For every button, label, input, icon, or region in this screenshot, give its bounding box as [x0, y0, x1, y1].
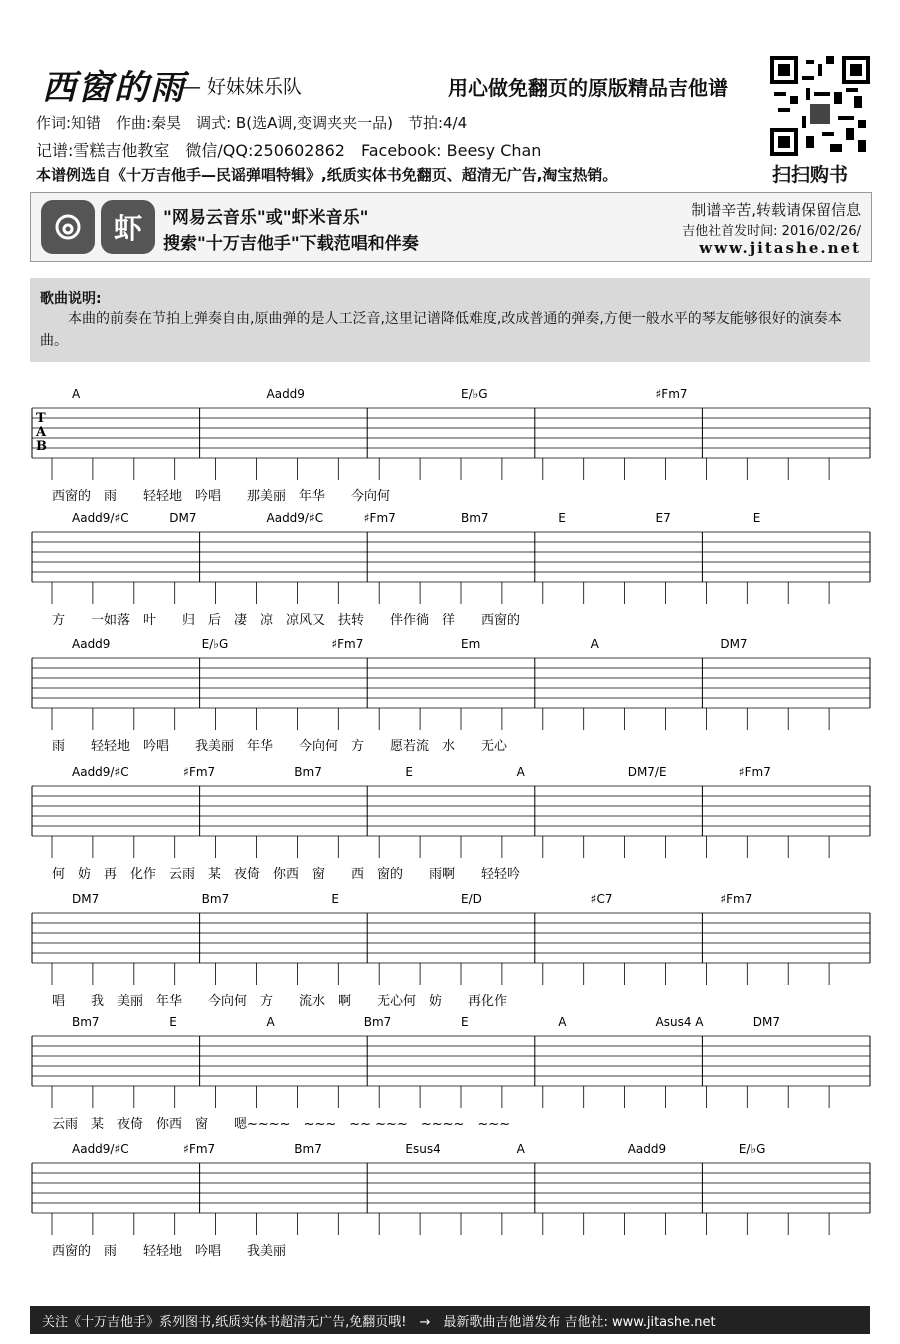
chord-name: DM7: [720, 637, 748, 651]
chord-name: E: [169, 1015, 177, 1029]
notice-line-2: 吉他社首发时间: 2016/02/26/: [682, 224, 861, 239]
tab-clef: T: [36, 411, 46, 426]
chord-name: E: [558, 511, 566, 525]
chord-name: E/D: [461, 892, 482, 906]
chord-name: Aadd9/♯C: [72, 511, 129, 525]
slogan: 用心做免翻页的原版精品吉他谱: [448, 76, 728, 100]
credits-line: 作词:知错 作曲:秦昊 调式: B(选A调,变调夹夹一品) 节拍:4/4: [36, 114, 468, 132]
chord-name: ♯Fm7: [655, 387, 688, 401]
chord-name: A: [558, 1015, 567, 1029]
chord-name: Aadd9: [266, 387, 305, 401]
chord-name: DM7: [169, 511, 197, 525]
banner-line-2: 搜索"十万吉他手"下载范唱和伴奏: [163, 234, 419, 254]
chord-name: ♯Fm7: [720, 892, 753, 906]
lyric-line: 西窗的 雨 轻轻地 吟唱 那美丽 年华 今向何: [52, 489, 391, 504]
song-title: 西窗的雨: [42, 68, 186, 108]
lyric-line: 雨 轻轻地 吟唱 我美丽 年华 今向何 方 愿若流 水 无心: [52, 739, 508, 754]
recorder-line: 记谱:雪糕吉他教室 微信/QQ:250602862 Facebook: Beesy Chan: [36, 141, 542, 160]
chord-name: Bm7: [294, 765, 322, 779]
scan-to-buy-label: 扫扫购书: [772, 164, 849, 186]
chord-name: Bm7: [72, 1015, 100, 1029]
chord-name: A: [516, 1142, 525, 1156]
notice-line-1: 制谱辛苦,转载请保留信息: [691, 201, 861, 219]
chord-name: Aadd9/♯C: [72, 1142, 129, 1156]
site-url[interactable]: www.jitashe.net: [699, 239, 861, 257]
chord-name: ♯Fm7: [183, 1142, 216, 1156]
chord-name: Bm7: [201, 892, 230, 906]
chord-name: ♯Fm7: [363, 511, 396, 525]
chord-name: Aadd9: [72, 637, 111, 651]
tab-clef: A: [36, 425, 47, 440]
chord-name: A: [72, 387, 81, 401]
chord-name: E: [752, 511, 761, 525]
chord-name: ♯C7: [590, 892, 613, 906]
chord-name: E: [331, 892, 339, 906]
lyric-line: 云雨 某 夜倚 你西 窗 嗯~~~~ ~~~ ~~ ~~~ ~~~~ ~~~: [52, 1117, 511, 1132]
chord-name: A: [590, 637, 599, 651]
banner-line-1: "网易云音乐"或"虾米音乐": [163, 208, 369, 228]
chord-name: E/♭G: [738, 1142, 766, 1156]
source-line: 本谱例选自《十万吉他手—民谣弹唱特辑》,纸质实体书免翻页、超清无广告,淘宝热销。: [36, 166, 618, 184]
chord-name: Em: [461, 637, 481, 651]
lyric-line: 方 一如落 叶 归 后 凄 凉 凉风又 扶转 伴作徜 徉 西窗的: [52, 613, 521, 628]
tab-clef: B: [36, 439, 47, 454]
lyric-line: 唱 我 美丽 年华 今向何 方 流水 啊 无心何 妨 再化作: [52, 994, 508, 1009]
chord-name: E: [405, 765, 414, 779]
xiami-music-icon: 虾: [101, 200, 155, 254]
chord-name: Aadd9/♯C: [266, 511, 324, 525]
chord-name: Aadd9/♯C: [72, 765, 129, 779]
chord-name: E/♭G: [461, 387, 488, 401]
chord-name: Bm7: [461, 511, 489, 525]
chord-name: Asus4 A: [655, 1015, 704, 1029]
description-text: 本曲的前奏在节拍上弹奏自由,原曲弹的是人工泛音,这里记谱降低难度,改成普通的弹奏,方便一般水平的琴友能够很好的演奏本曲。: [40, 311, 842, 349]
chord-name: ♯Fm7: [183, 765, 216, 779]
chord-name: A: [266, 1015, 275, 1029]
chord-name: Bm7: [363, 1015, 392, 1029]
chord-name: Aadd9: [627, 1142, 667, 1156]
lyric-line: 西窗的 雨 轻轻地 吟唱 我美丽: [52, 1244, 287, 1259]
chord-name: E7: [655, 511, 671, 525]
chord-name: E/♭G: [201, 637, 229, 651]
chord-name: A: [516, 765, 525, 779]
chord-name: Esus4: [405, 1142, 441, 1156]
chord-name: ♯Fm7: [331, 637, 364, 651]
chord-name: DM7: [752, 1015, 780, 1029]
chord-name: ♯Fm7: [738, 765, 771, 779]
chord-name: DM7/E: [627, 765, 667, 779]
description-heading: 歌曲说明:: [40, 291, 102, 307]
footer-bar: 关注《十万吉他手》系列图书,纸质实体书超清无广告,免翻页哦! → 最新歌曲吉他谱发布 吉他社: www.jitashe.net: [30, 1306, 870, 1334]
chord-name: Bm7: [294, 1142, 322, 1156]
lyric-line: 何 妨 再 化作 云雨 某 夜倚 你西 窗 西 窗的 雨啊 轻轻吟: [52, 867, 521, 882]
artist-name: — 好妹妹乐队: [182, 76, 303, 98]
chord-name: E: [461, 1015, 469, 1029]
chord-name: DM7: [72, 892, 100, 906]
